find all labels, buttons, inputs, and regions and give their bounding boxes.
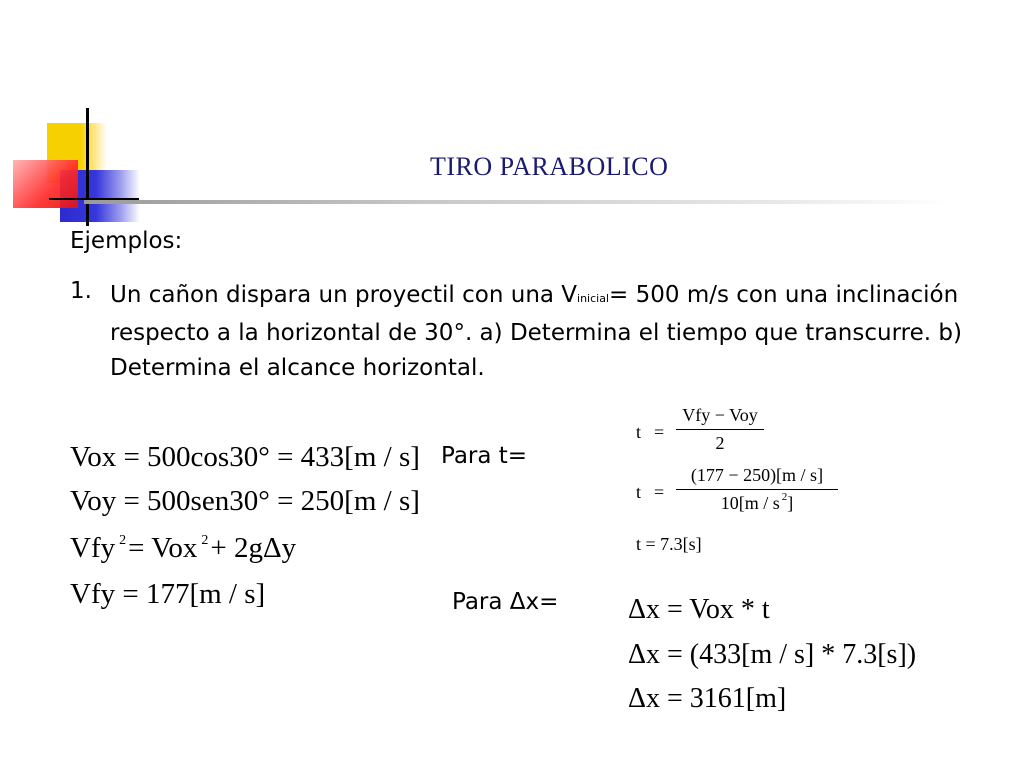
dx-eq2: Δx = (433[m / s] * 7.3[s])	[628, 639, 917, 670]
t-eq1-numerator: Vfy − Voy	[682, 405, 758, 425]
problem-subscript: inicial	[577, 292, 610, 305]
t-eq2-denominator	[676, 493, 838, 514]
vfy2-exponent-1: 2	[119, 533, 127, 548]
t-eq2-equals: =	[654, 482, 665, 502]
t-eq2-fraction	[676, 465, 838, 514]
decor-red-square	[13, 160, 78, 208]
equation-vfy: Vfy = 177[m / s]	[70, 578, 266, 610]
vfy2-mid: = Vox	[128, 532, 198, 564]
t-eq1-fraction-bar	[676, 429, 764, 430]
t-eq2-lhs: t	[636, 482, 642, 502]
t-eq2-den-base: 10[m / s	[720, 493, 780, 513]
t-eq2-den-close: ]	[787, 493, 794, 513]
dx-eq1: Δx = Vox * t	[628, 594, 770, 625]
title-rule	[84, 200, 950, 204]
problem-number: 1.	[70, 278, 92, 304]
para-t-label: Para t=	[441, 443, 528, 469]
dx-eq3: Δx = 3161[m]	[628, 683, 787, 714]
t-eq2-numerator: (177 − 250)[m / s]	[690, 465, 824, 485]
decor-vertical-line	[86, 108, 89, 226]
t-eq1-denominator: 2	[715, 433, 725, 453]
para-dx-label: Para Δx=	[452, 589, 559, 615]
t-eq2-fraction-bar	[676, 489, 838, 490]
problem-text-end: = 500 m/s con una inclinación respecto a la horizontal de 30°. a) Determina el tiempo que transcurre. b) Determina el alcance horizontal.	[110, 282, 962, 381]
problem-statement	[110, 278, 970, 386]
t-eq1-lhs: t	[636, 422, 642, 442]
vfy2-lhs: Vfy	[70, 532, 116, 564]
equation-vfy-squared	[70, 532, 296, 565]
equation-vox: Vox = 500cos30° = 433[m / s]	[70, 441, 420, 473]
examples-label: Ejemplos:	[70, 228, 183, 254]
problem-text-start: Un cañon dispara un proyectil con una V	[110, 282, 578, 308]
vfy2-exponent-2: 2	[201, 533, 209, 548]
slide-title: TIRO PARABOLICO	[430, 152, 669, 181]
t-eq1-equals: =	[654, 422, 665, 442]
t-eq1-fraction	[676, 405, 764, 454]
equation-voy: Voy = 500sen30° = 250[m / s]	[70, 485, 420, 517]
t-eq2-den-exponent: 2	[781, 491, 788, 503]
vfy2-rhs: + 2gΔy	[210, 532, 297, 564]
t-eq3: t = 7.3[s]	[636, 534, 702, 554]
